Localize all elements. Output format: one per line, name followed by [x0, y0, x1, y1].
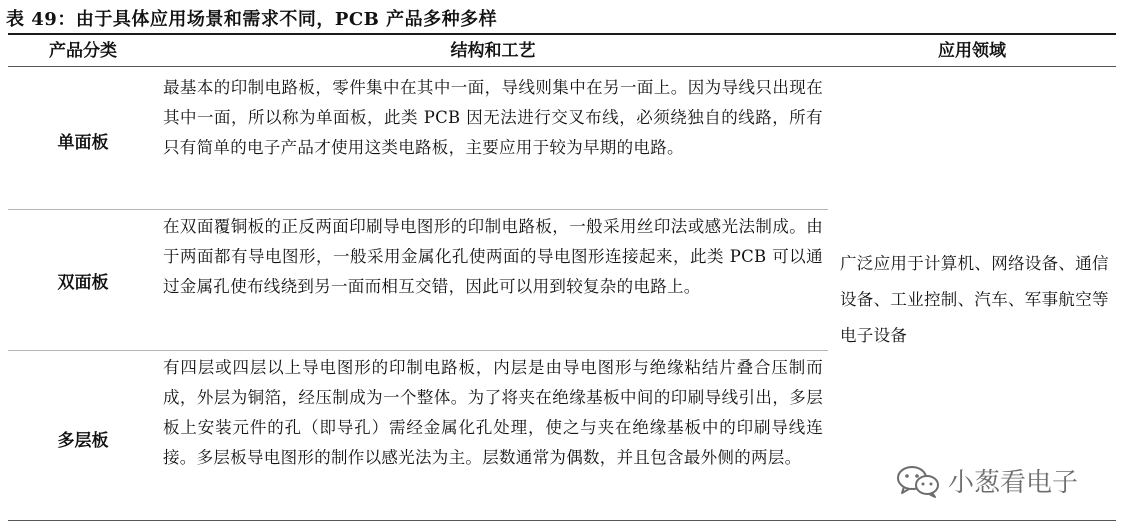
row-divider: [8, 350, 828, 351]
top-rule: [8, 33, 1116, 35]
table-caption: 表 49：由于具体应用场景和需求不同，PCB 产品多种多样: [6, 9, 498, 30]
header-rule: [8, 66, 1116, 67]
row-single-category: 单面板: [57, 133, 109, 153]
bottom-rule: [8, 520, 1116, 521]
row-single-structure: 最基本的印制电路板，零件集中在其中一面，导线则集中在另一面上。因为导线只出现在其中一面，所以称为单面板，此类 PCB 因无法进行交叉布线，必须绕独自的线路，所有只有简单的电子产品才使用这类电路板，主要应用于较为早期的电路。: [163, 78, 823, 157]
header-category: 产品分类: [49, 41, 117, 61]
row-double-structure: 在双面覆铜板的正反两面印刷导电图形的印制电路板，一般采用丝印法或感光法制成。由于两面都有导电图形，一般采用金属化孔使两面的导电图形连接起来，此类 PCB 可以通过金属孔使布线绕到另一面而相互交错，因此可以用到较复杂的电路上。: [163, 217, 823, 296]
row-divider: [8, 209, 828, 210]
watermark-text: 小葱看电子: [948, 468, 1079, 498]
wechat-icon: [896, 464, 940, 498]
row-multilayer-category: 多层板: [57, 431, 109, 451]
row-double-category: 双面板: [57, 273, 109, 293]
header-structure: 结构和工艺: [450, 41, 536, 61]
watermark: [896, 462, 1078, 499]
row-multilayer-structure: 有四层或四层以上导电图形的印制电路板，内层是由导电图形与绝缘粘结片叠合压制而成，外层为铜箔，经压制成为一个整体。为了将夹在绝缘基板中间的印刷导线引出，多层板上安装元件的孔（即导孔）需经金属化孔处理，使之与夹在绝缘基板中的印刷导线连接。多层板导电图形的制作以感光法为主。层数通常为偶数，并且包含最外侧的两层。: [163, 358, 823, 467]
header-application: 应用领域: [938, 41, 1006, 61]
application-cell: 广泛应用于计算机、网络设备、通信设备、工业控制、汽车、军事航空等电子设备: [840, 254, 1109, 345]
